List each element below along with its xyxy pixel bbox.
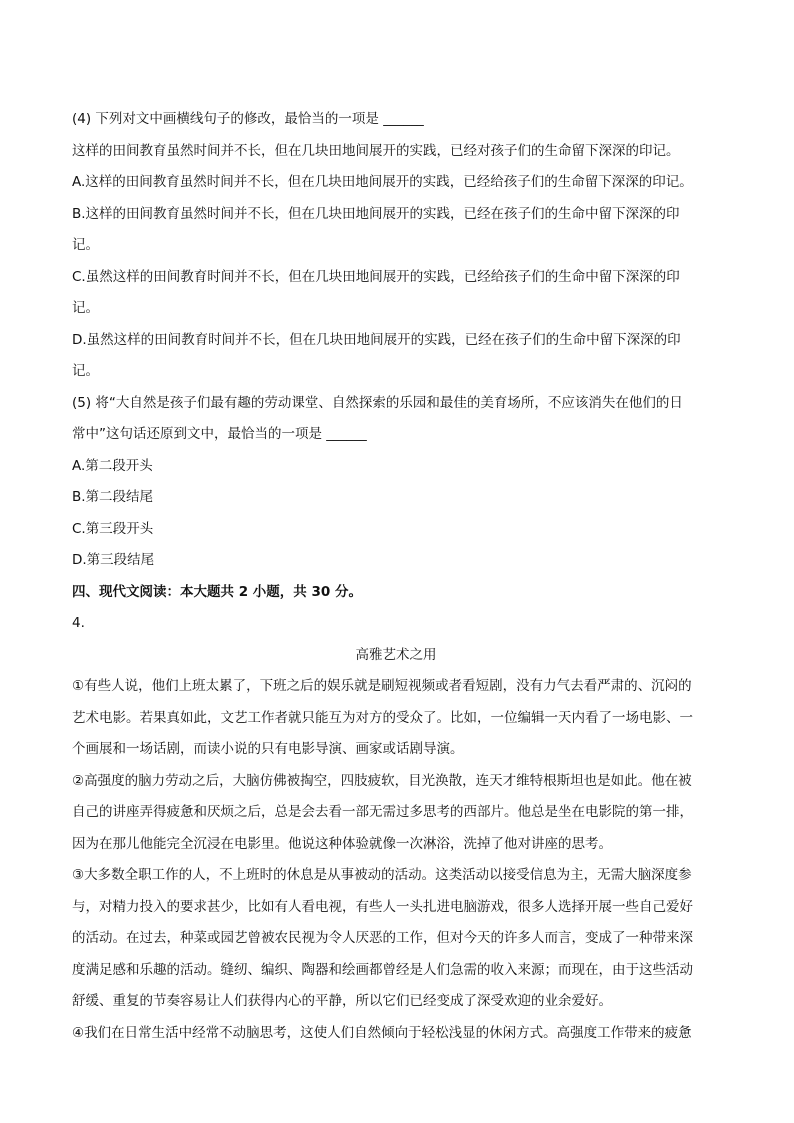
paragraph-3-line: 舒缓、重复的节奏容易让人们获得内心的平静，所以它们已经变成了深受欢迎的业余爱好。 [72,993,612,1009]
q4-option-d-cont: 记。 [72,363,99,379]
article-title: 高雅艺术之用 [355,646,437,663]
question-number: 4. [72,615,85,631]
q4-option-d: D.虽然这样的田间教育时间并不长，但在几块田地间展开的实践，已经在孩子们的生命中留下深深的印 [72,331,681,348]
q4-option-c-cont: 记。 [72,300,99,316]
q5-option-c: C.第三段开头 [72,520,154,537]
q4-option-a: A.这样的田间教育虽然时间并不长，但在几块田地间展开的实践，已经给孩子们的生命留下深深的印记。 [72,174,693,190]
paragraph-2-line: ②高强度的脑力劳动之后，大脑仿佛被掏空，四肢疲软，目光涣散，连天才维特根斯坦也是如此。他在被 [72,772,692,789]
paragraph-1-line: ①有些人说，他们上班太累了，下班之后的娱乐就是刷短视频或者看短剧，没有力气去看严肃的、沉闷的 [72,678,692,694]
section-heading: 四、现代文阅读：本大题共 2 小题，共 30 分。 [72,583,362,600]
paragraph-3-line: 与，对精力投入的要求甚少，比如有人看电视，有些人一头扎进电脑游戏，很多人选择开展一些自己爱好 [72,898,693,915]
paragraph-1-line: 个画展和一场话剧，而读小说的只有电影导演、画家或话剧导演。 [72,741,464,757]
q4-stem: (4) 下列对文中画横线句子的修改，最恰当的一项是 ______ [72,111,424,127]
q4-option-b: B.这样的田间教育虽然时间并不长，但在几块田地间展开的实践，已经在孩子们的生命中留下深深的印 [72,205,680,222]
paragraph-2-line: 因为在那儿他能完全沉浸在电影里。他说这种体验就像一次淋浴，洗掉了他对讲座的思考。 [72,835,612,852]
paragraph-3-line: 的活动。在过去，种菜或园艺曾被农民视为令人厌恶的工作，但对今天的许多人而言，变成了一种带来深 [72,930,693,946]
q4-original-sentence: 这样的田间教育虽然时间并不长，但在几块田地间展开的实践，已经对孩子们的生命留下深深的印记。 [72,142,680,159]
q4-option-b-cont: 记。 [72,237,99,253]
paragraph-1-line: 艺术电影。若果真如此，文艺工作者就只能互为对方的受众了。比如，一位编辑一天内看了一场电影、一 [72,709,693,726]
paragraph-4-line: ④我们在日常生活中经常不动脑思考，这使人们自然倾向于轻松浅显的休闲方式。高强度工作带来的疲惫 [72,1024,692,1041]
q5-stem: (5) 将“大自然是孩子们最有趣的劳动课堂、自然探索的乐园和最佳的美育场所，不应该消失在他们的日 [72,394,683,411]
paragraph-3-line: 度满足感和乐趣的活动。缝纫、编织、陶器和绘画都曾经是人们急需的收入来源；而现在，由于这些活动 [72,961,693,978]
document-content [72,104,720,1049]
q5-option-d: D.第三段结尾 [72,552,155,568]
paragraph-3-line: ③大多数全职工作的人，不上班时的休息是从事被动的活动。这类活动以接受信息为主，无需大脑深度参 [72,867,692,883]
q5-option-a: A.第二段开头 [72,457,153,474]
q5-stem-cont: 常中”这句话还原到文中，最恰当的一项是 ______ [72,426,367,442]
paragraph-2-line: 自己的讲座弄得疲惫和厌烦之后，总是会去看一部无需过多思考的西部片。他总是坐在电影院的第一排， [72,804,693,820]
q4-option-c: C.虽然这样的田间教育时间并不长，但在几块田地间展开的实践，已经给孩子们的生命中留下深深的印 [72,268,680,285]
q5-option-b: B.第二段结尾 [72,489,154,505]
